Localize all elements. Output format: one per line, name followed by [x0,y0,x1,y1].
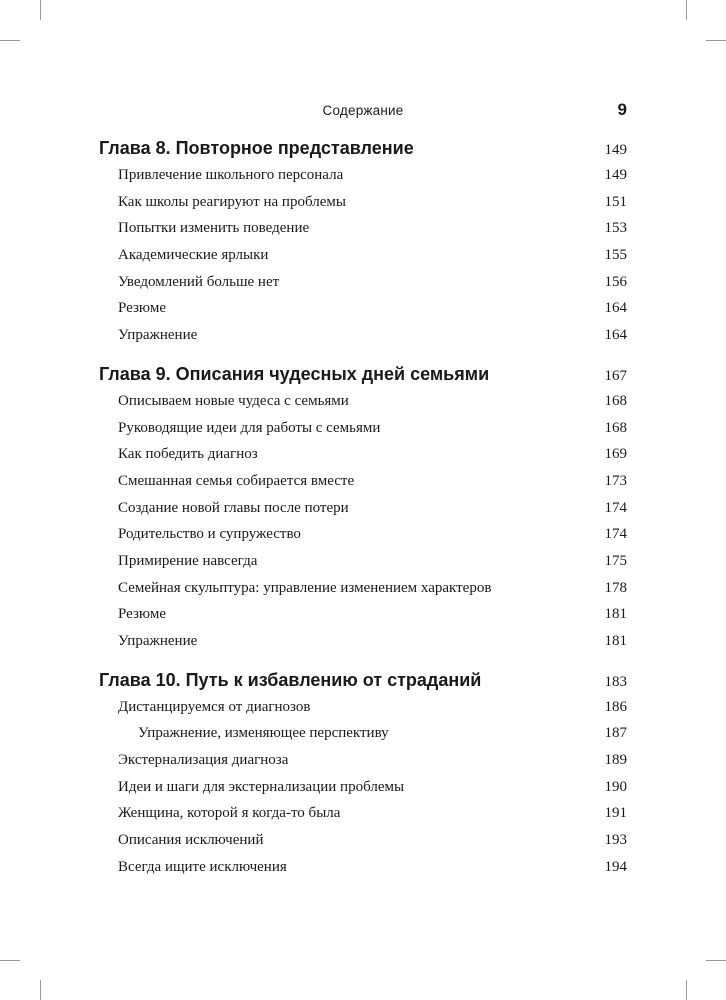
toc-entry [99,295,627,322]
toc-entry [99,601,627,628]
toc-entry [99,441,627,468]
entry-page: 187 [604,725,627,742]
toc-entry [99,189,627,216]
entry-page: 174 [604,499,627,516]
entry-title: Упражнение, изменяющее перспективу [138,725,389,742]
crop-mark [686,980,687,1000]
entry-title: Описания исключений [118,832,264,849]
toc-entry [99,575,627,602]
entry-title: Резюме [118,300,167,317]
entry-page: 181 [604,633,627,649]
entry-title: Привлечение школьного персонала [118,167,344,183]
toc-entry [99,242,627,269]
entry-page: 175 [604,552,627,569]
toc-entry [99,800,627,827]
running-title: Содержание [322,103,404,118]
entry-title: Дистанцируемся от диагнозов [118,698,311,715]
entry-title: Академические ярлыки [118,247,269,264]
entry-page: 155 [604,247,627,264]
chapter-heading [99,134,627,162]
chapter-9 [99,360,627,655]
toc-entry [99,774,627,801]
entry-title: Руководящие идеи для работы с семьями [118,419,381,436]
entry-page: 168 [604,392,627,409]
entry-page: 164 [604,300,627,317]
chapter-8 [99,134,627,349]
toc-entry [99,495,627,522]
entry-title: Женщина, которой я когда-то была [118,805,341,822]
entry-title: Резюме [118,606,167,623]
chapter-heading [99,666,627,694]
entry-page: 151 [604,193,627,210]
entry-page: 194 [604,858,627,875]
entry-title: Всегда ищите исключения [118,858,287,875]
table-of-contents [99,134,627,892]
page-header [99,100,627,122]
chapter-title: Глава 8. Повторное представление [99,138,414,158]
toc-entry [99,628,627,655]
toc-entry [99,415,627,442]
toc-entry [99,694,627,721]
toc-entry [99,548,627,575]
page-number: 9 [617,100,627,119]
toc-entry [99,827,627,854]
crop-mark [40,0,41,20]
entry-page: 156 [604,273,627,290]
entry-title: Уведомлений больше нет [118,273,280,290]
chapter-10 [99,666,627,881]
entry-page: 153 [604,220,627,237]
entry-title: Создание новой главы после потери [118,499,349,516]
toc-entry [99,162,627,189]
entry-title: Родительство и супружество [118,526,301,543]
crop-mark [706,960,726,961]
entry-title: Идеи и шаги для экстернализации проблемы [118,778,405,795]
crop-mark [40,980,41,1000]
entry-page: 191 [604,805,627,822]
entry-page: 173 [604,472,627,489]
entry-title: Смешанная семья собирается вместе [118,472,355,489]
crop-mark [0,960,20,961]
entry-page: 189 [604,752,627,769]
entry-page: 190 [604,778,627,795]
crop-mark [686,0,687,20]
toc-entry [99,388,627,415]
toc-entry [99,468,627,495]
entry-title: Упражнение [118,327,198,344]
chapter-heading [99,360,627,388]
entry-title: Экстернализация диагноза [118,752,289,769]
entry-title: Примирение навсегда [118,552,258,569]
toc-entry [99,269,627,296]
entry-title: Описываем новые чудеса с семьями [118,392,349,409]
entry-page: 186 [604,698,627,715]
crop-mark [0,40,20,41]
crop-mark [706,40,726,41]
entry-page: 174 [604,526,627,543]
entry-page: 178 [604,579,627,596]
toc-entry [99,747,627,774]
entry-page: 169 [604,446,627,463]
toc-entry [99,521,627,548]
entry-page: 168 [604,419,627,436]
chapter-title: Глава 9. Описания чудесных дней семьями [99,363,490,384]
chapter-title: Глава 10. Путь к избавлению от страданий [99,669,482,690]
entry-title: Семейная скульптура: управление изменением характеров [118,579,492,596]
entry-page: 193 [604,832,627,849]
entry-page: 181 [604,606,627,623]
entry-page: 149 [604,167,627,183]
chapter-page: 183 [604,673,627,690]
toc-subentry [99,720,627,747]
entry-title: Попытки изменить поведение [118,220,310,237]
entry-page: 164 [604,327,627,344]
entry-title: Как школы реагируют на проблемы [118,193,346,210]
chapter-page: 167 [604,367,627,384]
entry-title: Как победить диагноз [118,446,258,463]
toc-entry [99,322,627,349]
entry-title: Упражнение [118,633,198,649]
toc-entry [99,215,627,242]
toc-entry [99,854,627,881]
chapter-page: 149 [604,142,627,158]
